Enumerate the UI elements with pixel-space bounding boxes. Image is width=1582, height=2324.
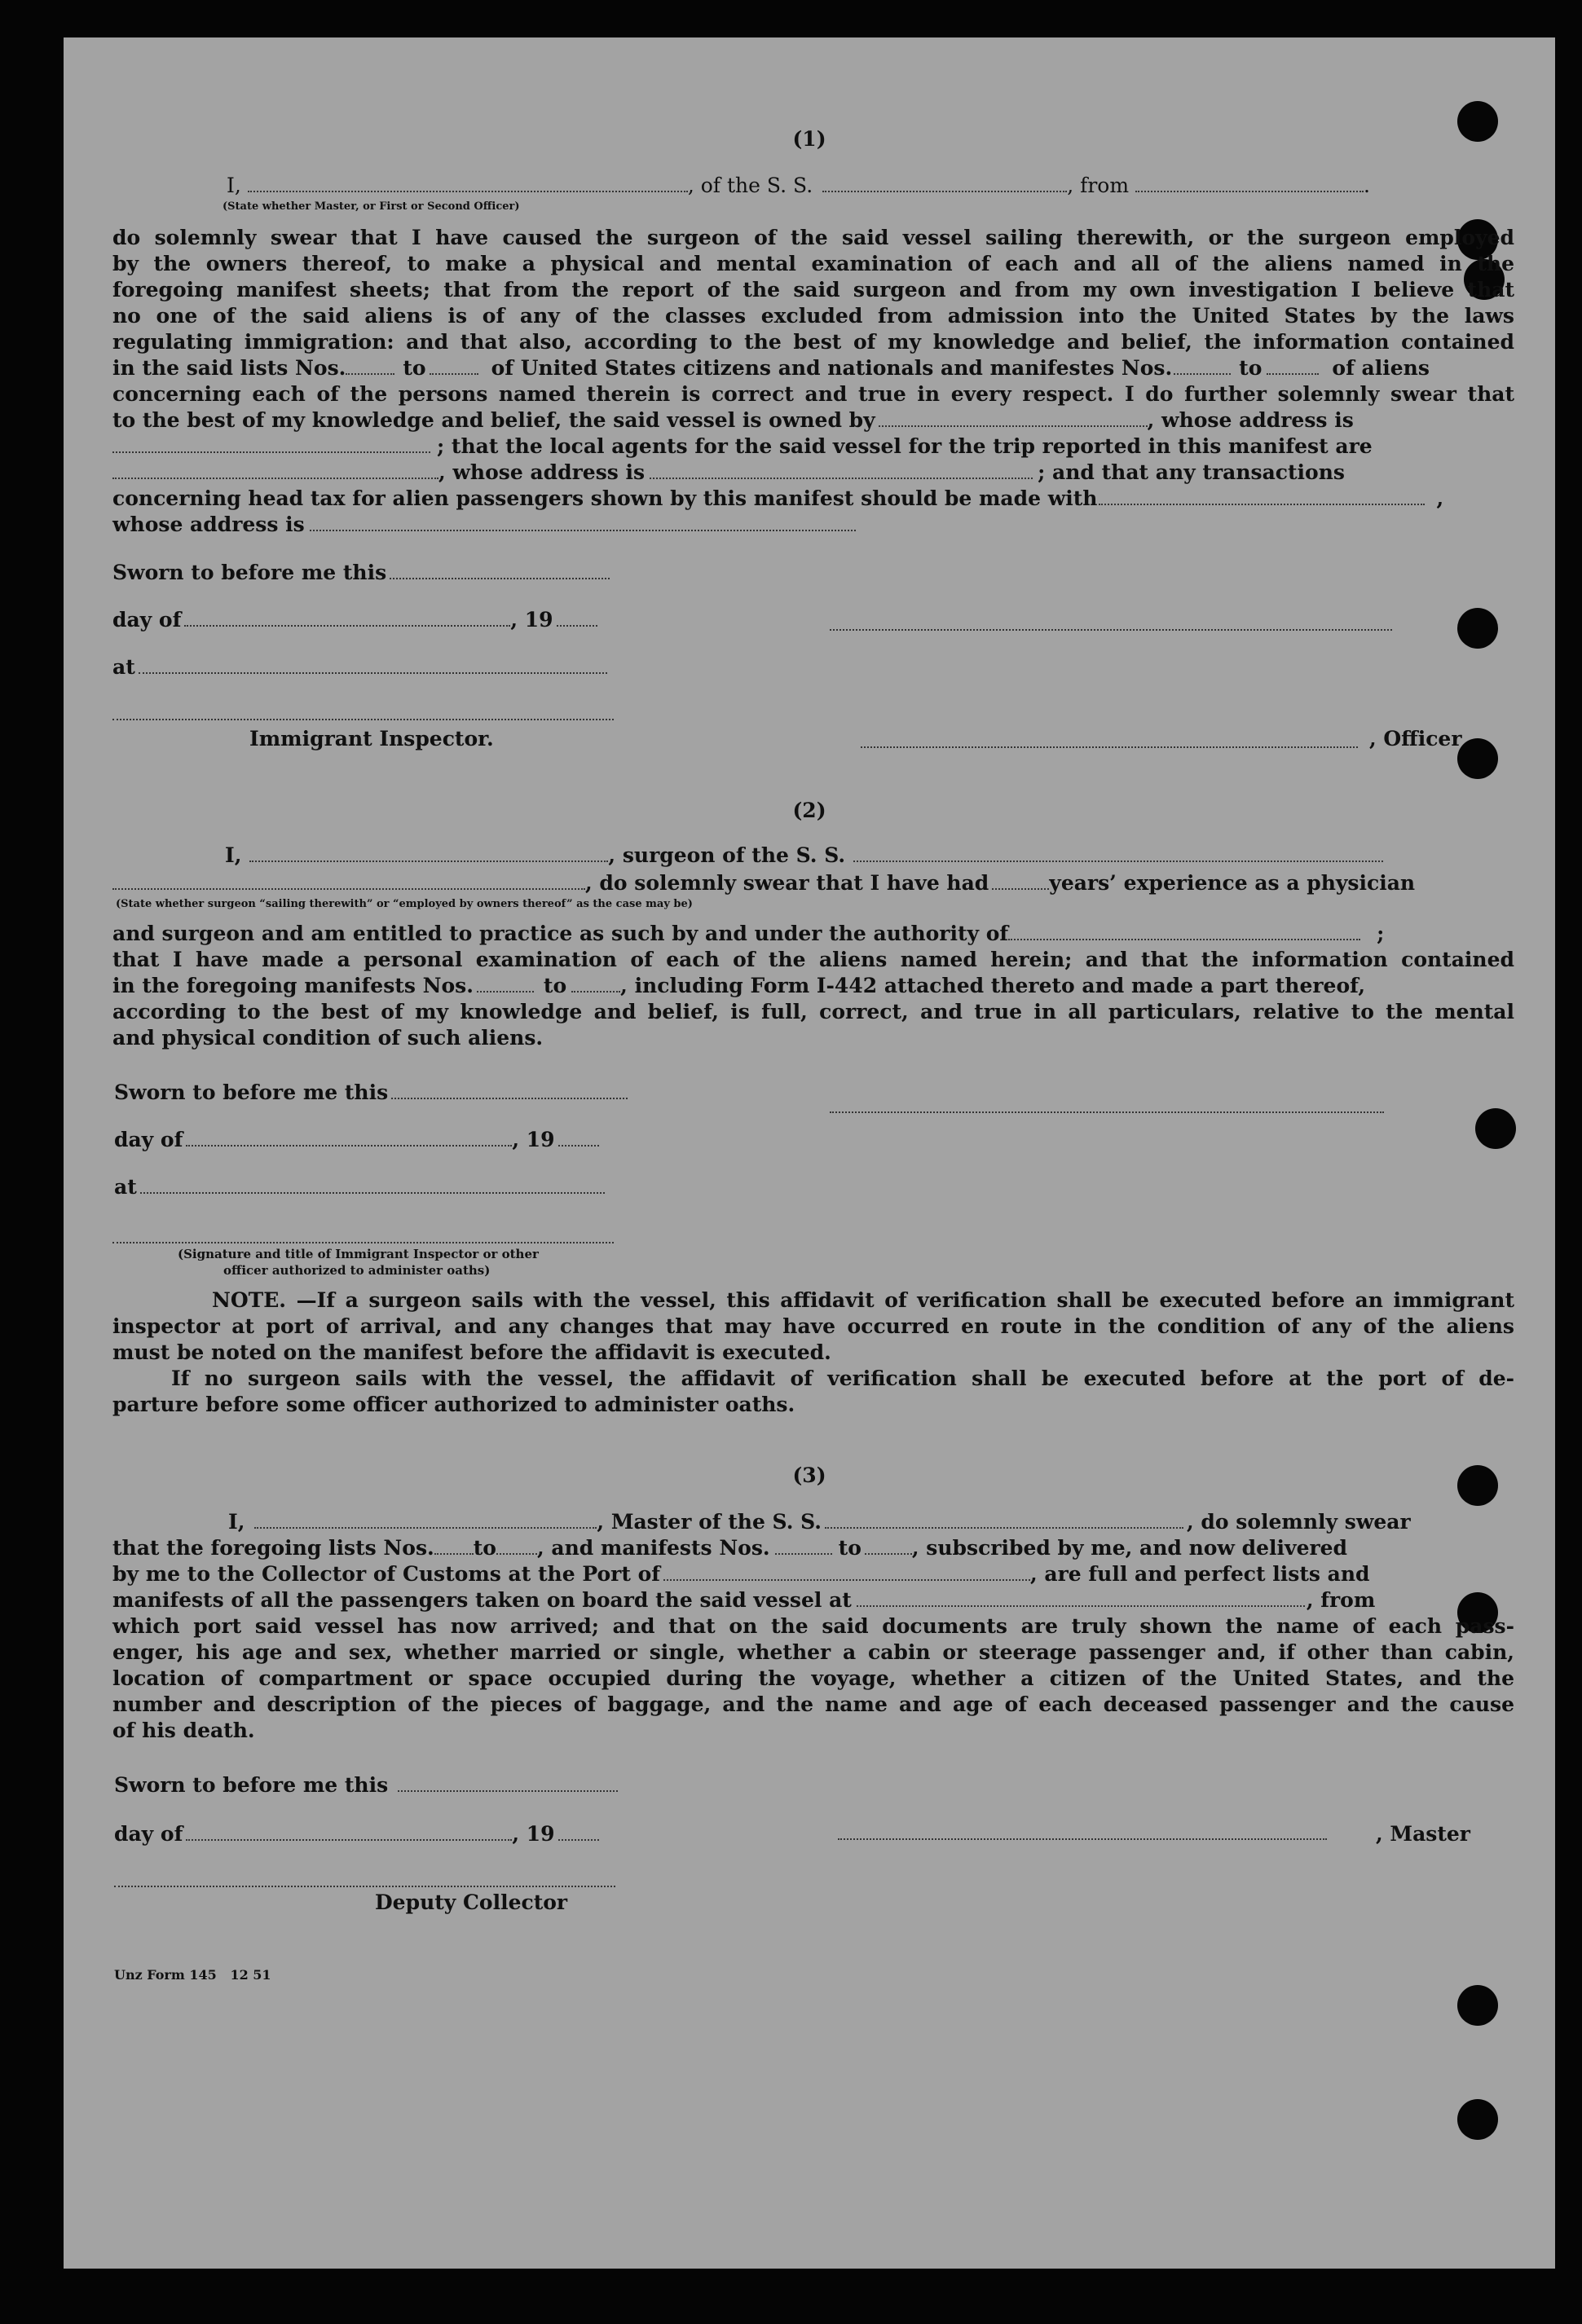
- paragraph-line: enger, his age and sex, whether married or single, whether a cabin or steerage passenger and, if other than cabin,: [112, 1640, 1514, 1664]
- manifest-from-field[interactable]: [775, 1538, 832, 1555]
- contact-address-field[interactable]: [310, 515, 856, 531]
- officer-signature-line[interactable]: [830, 629, 1392, 631]
- at-line: at: [114, 1175, 605, 1199]
- note-line: must be noted on the manifest before the affidavit is executed.: [112, 1340, 831, 1364]
- day-of-field[interactable]: [184, 610, 510, 627]
- boarded-line: manifests of all the passengers taken on board the said vessel at , from: [112, 1588, 1376, 1612]
- paragraph-line: regulating immigration: and that also, according to the best of my knowledge and belief, the information contained: [112, 330, 1514, 354]
- at-place-field[interactable]: [139, 658, 607, 674]
- sworn-line: Sworn to before me this: [114, 1081, 628, 1104]
- contact-address-line: whose address is: [112, 512, 1514, 538]
- manifests-line: in the foregoing manifests Nos. to , including Form I-442 attached thereto and made a part thereof,: [112, 974, 1366, 997]
- owner-address-field[interactable]: [112, 437, 430, 453]
- at-place-field[interactable]: [140, 1177, 605, 1194]
- master-name-field[interactable]: [254, 1512, 597, 1529]
- day-of-line: day of , 19: [112, 608, 597, 632]
- section-number: (1): [792, 127, 826, 151]
- paragraph-line: foregoing manifest sheets; that from the report of the said surgeon and from my own investigation I believe that: [112, 278, 1514, 302]
- paragraph-line: which port said vessel has now arrived; and that on the said documents are truly shown the name of each pass-: [112, 1614, 1514, 1638]
- signature-note: (Signature and title of Immigrant Inspector or other: [178, 1247, 539, 1261]
- section-number: (2): [792, 799, 826, 822]
- master-line: I, , of the S. S. , from .: [227, 174, 1370, 197]
- surgeon-name-field[interactable]: [249, 846, 608, 862]
- section-number: (3): [792, 1464, 826, 1487]
- officer-name-line[interactable]: [861, 746, 1358, 748]
- sworn-line: Sworn to before me this: [112, 561, 610, 584]
- manifest-from-field[interactable]: [1174, 359, 1231, 375]
- binder-hole: [1457, 1985, 1498, 2026]
- master-label: , Master: [1376, 1822, 1470, 1846]
- sworn-date-field[interactable]: [398, 1776, 618, 1792]
- surgeon-signature-line[interactable]: [830, 1111, 1384, 1113]
- master-line: I, , Master of the S. S. , do solemnly swear: [228, 1510, 1411, 1534]
- binder-hole: [1457, 2099, 1498, 2140]
- officer-name-field[interactable]: [248, 176, 688, 192]
- years-field[interactable]: [992, 874, 1049, 890]
- day-of-field[interactable]: [186, 1824, 512, 1841]
- form-page: [64, 37, 1555, 2269]
- surgeon-status-field[interactable]: [112, 874, 585, 890]
- inspector-signature-line[interactable]: [112, 1242, 614, 1243]
- sworn-line: Sworn to before me this: [114, 1773, 618, 1797]
- day-of-line: day of , 19: [114, 1822, 599, 1846]
- inspector-signature-line[interactable]: [112, 719, 614, 720]
- note-line: parture before some officer authorized to administer oaths.: [112, 1393, 795, 1416]
- year-field[interactable]: [558, 1130, 599, 1147]
- paragraph-line: number and description of the pieces of baggage, and the name and age of each deceased passenger and the cause: [112, 1692, 1514, 1716]
- manifest-to-field[interactable]: [1267, 359, 1319, 375]
- authority-line: and surgeon and am entitled to practice as such by and under the authority of ;: [112, 922, 1385, 945]
- sworn-date-field[interactable]: [391, 1083, 628, 1099]
- day-of-field[interactable]: [186, 1130, 512, 1147]
- surgeon-note: (State whether surgeon “sailing therewith” or “employed by owners thereof” as the case may be): [116, 898, 693, 910]
- binder-hole: [1457, 608, 1498, 649]
- inspector-label: Immigrant Inspector.: [249, 727, 494, 750]
- note-line: inspector at port of arrival, and any changes that may have occurred en route in the condition of any of the aliens: [112, 1314, 1514, 1338]
- experience-line: , do solemnly swear that I have had years’ experience as a physician: [112, 870, 1514, 896]
- boarding-port-field[interactable]: [857, 1591, 1305, 1607]
- sworn-date-field[interactable]: [390, 563, 610, 579]
- binder-hole: [1457, 738, 1498, 779]
- port-line: by me to the Collector of Customs at the Port of , are full and perfect lists and: [112, 1562, 1370, 1586]
- vessel-name-field[interactable]: [822, 176, 1067, 192]
- lists-line: in the said lists Nos. to of United States citizens and nationals and manifestes Nos. to of aliens: [112, 356, 1430, 380]
- paragraph-line: no one of the said aliens is of any of the classes excluded from admission into the United States by the laws: [112, 304, 1514, 328]
- paragraph-line: location of compartment or space occupied during the voyage, whether a citizen of the United States, and the: [112, 1666, 1514, 1690]
- owner-field[interactable]: [879, 411, 1148, 427]
- list-to-field[interactable]: [496, 1538, 537, 1555]
- head-tax-line: concerning head tax for alien passengers shown by this manifest should be made with ,: [112, 486, 1444, 510]
- master-note: (State whether Master, or First or Second Officer): [223, 200, 520, 213]
- list-from-field[interactable]: [346, 359, 394, 375]
- at-line: at: [112, 655, 607, 679]
- vessel-name-field[interactable]: [853, 846, 1383, 862]
- officer-label: , Officer: [1369, 727, 1462, 750]
- from-port-field[interactable]: [1135, 176, 1364, 192]
- agents-address-field[interactable]: [650, 463, 1033, 479]
- paragraph-line: according to the best of my knowledge and belief, is full, correct, and true in all particulars, relative to the mental: [112, 1000, 1514, 1023]
- manifest-to-field[interactable]: [865, 1538, 912, 1555]
- day-of-line: day of , 19: [114, 1128, 599, 1151]
- note-line: NOTE. —If a surgeon sails with the vessel, this affidavit of verification shall be executed before an immigrant: [212, 1288, 1514, 1312]
- paragraph-line: and physical condition of such aliens.: [112, 1026, 544, 1050]
- manifest-to-field[interactable]: [571, 976, 620, 993]
- master-signature-line[interactable]: [838, 1838, 1327, 1840]
- paragraph-line: by the owners thereof, to make a physical and mental examination of each and all of the aliens named in the: [112, 252, 1514, 275]
- signature-note: officer authorized to administer oaths): [223, 1263, 491, 1278]
- year-field[interactable]: [557, 610, 597, 627]
- surgeon-line: I, , surgeon of the S. S.: [112, 843, 1514, 869]
- authority-field[interactable]: [1008, 924, 1360, 940]
- collector-signature-line[interactable]: [114, 1886, 615, 1887]
- paragraph-line: concerning each of the persons named therein is correct and true in every respect. I do further solemnly swear that: [112, 382, 1514, 406]
- binder-hole: [1475, 1108, 1516, 1149]
- year-field[interactable]: [558, 1824, 599, 1841]
- agents-address-line: , whose address is ; and that any transactions: [112, 460, 1514, 486]
- collector-label: Deputy Collector: [375, 1890, 568, 1914]
- manifest-from-field[interactable]: [477, 976, 534, 993]
- list-from-field[interactable]: [434, 1538, 474, 1555]
- agents-field[interactable]: [112, 463, 438, 479]
- paragraph-line: do solemnly swear that I have caused the surgeon of the said vessel sailing therewith, or the surgeon employed: [112, 226, 1514, 249]
- head-tax-contact-field[interactable]: [1099, 489, 1425, 505]
- note-line: If no surgeon sails with the vessel, the affidavit of verification shall be executed before at the port of de-: [171, 1367, 1514, 1390]
- lists-line: that the foregoing lists Nos. to , and manifests Nos. to , subscribed by me, and now delivered: [112, 1536, 1348, 1560]
- vessel-name-field[interactable]: [825, 1512, 1183, 1529]
- paragraph-line: that I have made a personal examination of each of the aliens named herein; and that the information contained: [112, 948, 1514, 971]
- paragraph-line: of his death.: [112, 1719, 255, 1742]
- list-to-field[interactable]: [430, 359, 478, 375]
- port-field[interactable]: [663, 1565, 1030, 1581]
- form-number: Unz Form 145 12 51: [114, 1967, 271, 1983]
- agents-line: ; that the local agents for the said vessel for the trip reported in this manifest are: [112, 434, 1514, 460]
- owner-line: to the best of my knowledge and belief, the said vessel is owned by , whose address is: [112, 408, 1354, 432]
